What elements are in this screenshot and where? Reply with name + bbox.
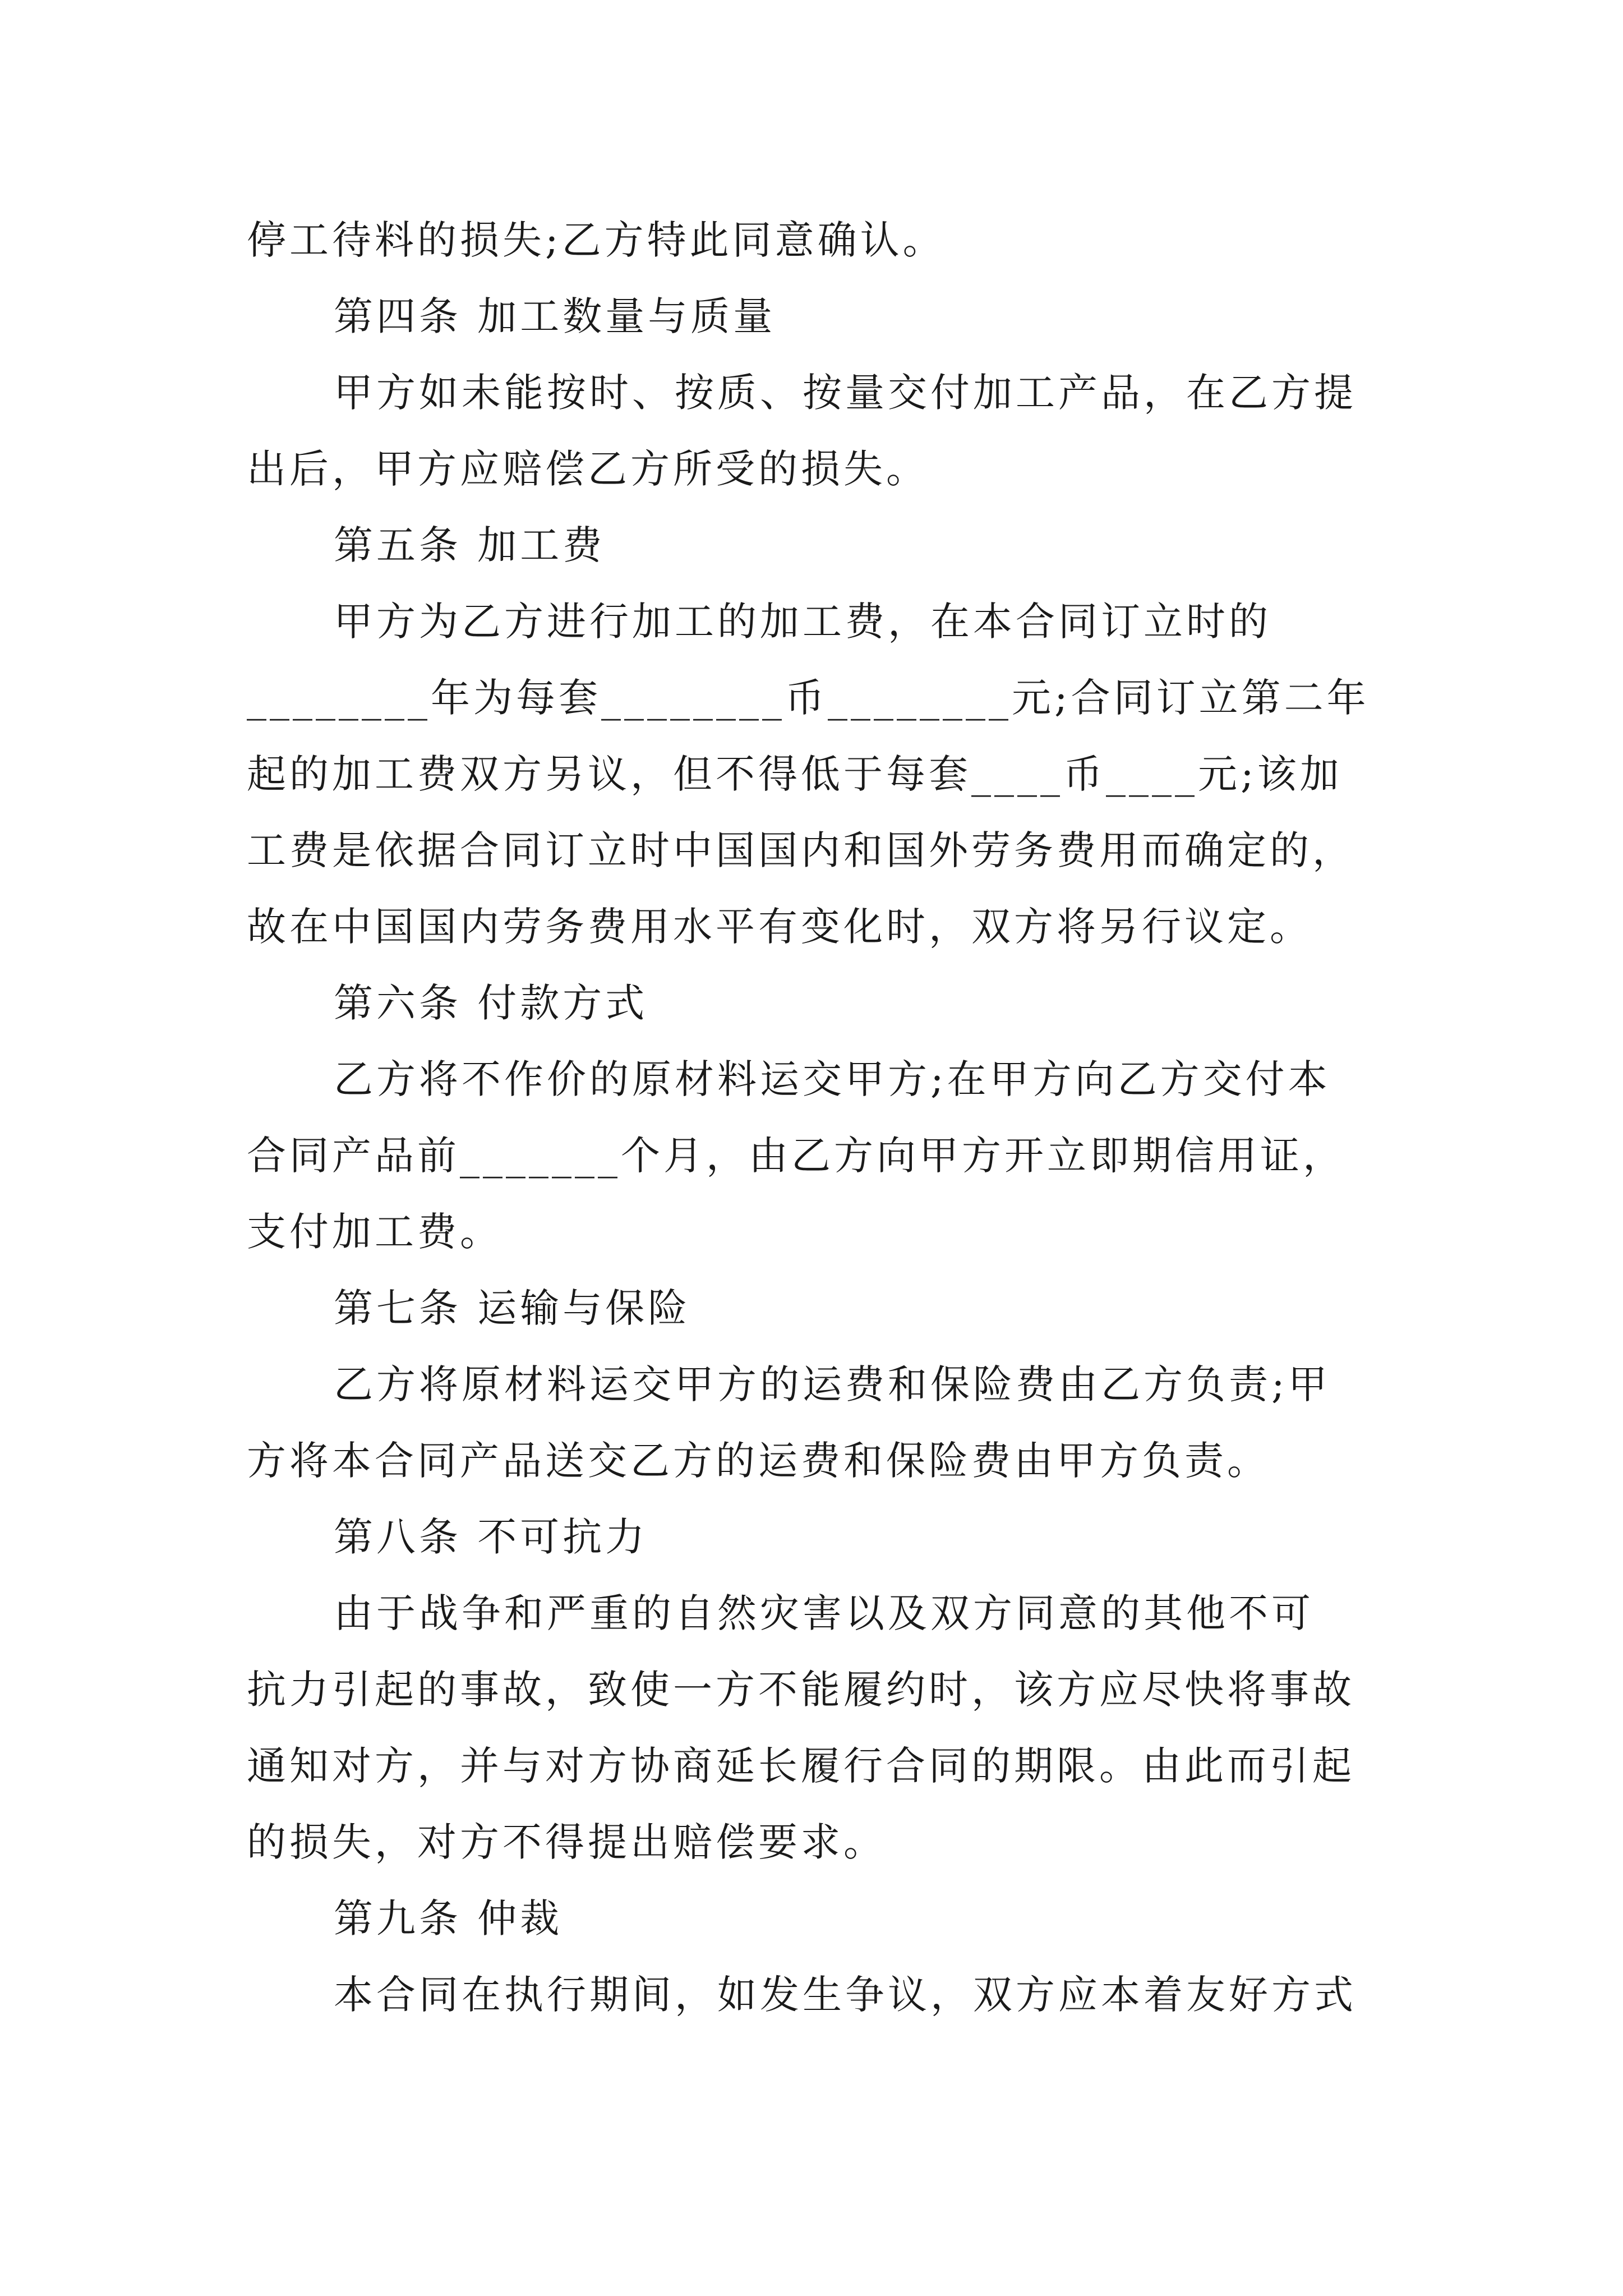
body-line: 合同产品前_______个月，由乙方向甲方开立即期信用证， (247, 1133, 1345, 1179)
article-heading: 第六条 付款方式 (334, 980, 648, 1026)
body-line: 的损失，对方不得提出赔偿要求。 (247, 1819, 886, 1865)
body-line: 乙方将原材料运交甲方的运费和保险费由乙方负责;甲 (334, 1361, 1331, 1407)
body-line: 起的加工费双方另议，但不得低于每套____币____元;该加 (247, 751, 1343, 797)
document-body (247, 202, 1413, 2033)
article-heading: 第四条 加工数量与质量 (334, 293, 776, 339)
body-line: 抗力引起的事故，致使一方不能履约时，该方应尽快将事故 (247, 1667, 1355, 1713)
body-line: 支付加工费。 (247, 1209, 502, 1255)
body-line: 甲方如未能按时、按质、按量交付加工产品，在乙方提 (334, 370, 1357, 416)
body-line: 工费是依据合同订立时中国国内和国外劳务费用而确定的， (247, 827, 1355, 873)
article-heading: 第五条 加工费 (334, 522, 606, 568)
body-line: 由于战争和严重的自然灾害以及双方同意的其他不可 (334, 1590, 1314, 1636)
body-line: ________年为每套________币________元;合同订立第二年 (247, 675, 1370, 721)
body-line: 停工待料的损失;乙方特此同意确认。 (247, 217, 946, 263)
article-heading: 第七条 运输与保险 (334, 1285, 691, 1331)
body-line: 本合同在执行期间，如发生争议，双方应本着友好方式 (334, 1972, 1357, 2018)
body-line: 甲方为乙方进行加工的加工费，在本合同订立时的 (334, 599, 1271, 645)
body-line: 出后，甲方应赔偿乙方所受的损失。 (247, 446, 929, 492)
body-line: 方将本合同产品送交乙方的运费和保险费由甲方负责。 (247, 1438, 1270, 1484)
body-line: 通知对方，并与对方协商延长履行合同的期限。由此而引起 (247, 1743, 1355, 1789)
body-line: 故在中国国内劳务费用水平有变化时，双方将另行议定。 (247, 904, 1312, 950)
body-line: 乙方将不作价的原材料运交甲方;在甲方向乙方交付本 (334, 1056, 1331, 1102)
article-heading: 第八条 不可抗力 (334, 1514, 648, 1560)
article-heading: 第九条 仲裁 (334, 1895, 563, 1941)
